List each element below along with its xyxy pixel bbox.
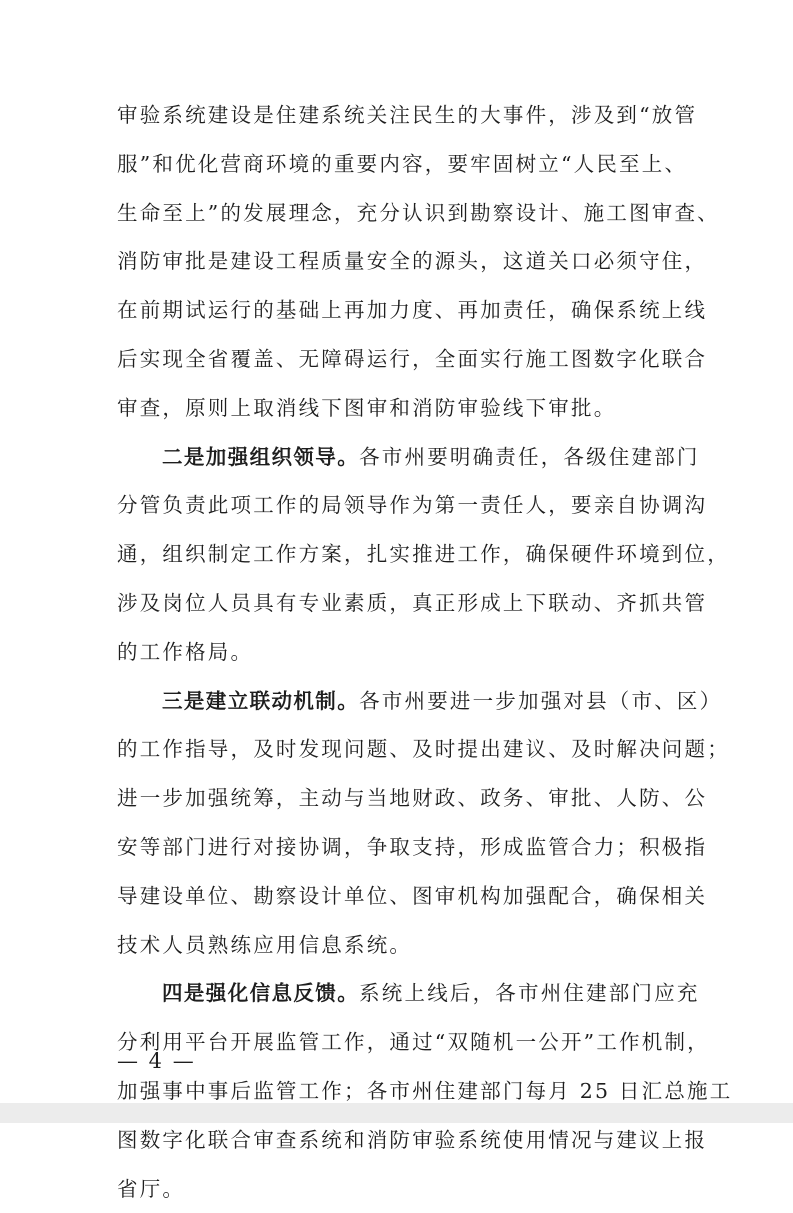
line-text: 省厅。 — [117, 1176, 186, 1201]
document-body — [117, 91, 733, 1213]
text-line — [117, 774, 708, 823]
paragraph-heading: 二是加强组织领导。 — [162, 444, 360, 469]
paragraph — [117, 677, 730, 970]
line-text: 导建设单位、勘察设计单位、图审机构加强配合，确保相关 — [117, 883, 708, 908]
text-line — [117, 969, 700, 1018]
line-text: 技术人员熟练应用信息系统。 — [117, 932, 413, 957]
line-text: 生命至上”的发展理念，充分认识到勘察设计、施工图审查、 — [117, 200, 720, 225]
text-line — [117, 286, 708, 335]
line-text: 在前期试运行的基础上再加力度、再加责任，确保系统上线 — [117, 298, 708, 323]
text-line — [117, 628, 677, 677]
line-text: 分管负责此项工作的局领导作为第一责任人，要亲自协调沟 — [117, 493, 708, 518]
line-text: 各市州要明确责任，各级住建部门 — [359, 444, 700, 469]
paragraph — [117, 969, 733, 1213]
text-line — [117, 725, 730, 774]
text-line — [117, 1165, 677, 1213]
text-line — [117, 1018, 710, 1067]
line-text: 分利用平台开展监管工作，通过“双随机一公开”工作机制， — [117, 1030, 710, 1055]
text-line — [117, 140, 688, 189]
text-line — [117, 579, 708, 628]
text-line — [117, 481, 708, 530]
text-line — [117, 335, 708, 384]
line-text: 加强事中事后监管工作；各市州住建部门每月 25 日汇总施工 — [117, 1078, 733, 1103]
text-line — [117, 823, 708, 872]
text-line — [117, 384, 677, 433]
text-line — [117, 677, 723, 726]
line-text: 安等部门进行对接协调，争取支持，形成监管合力；积极指 — [117, 834, 708, 859]
paragraph — [117, 91, 720, 433]
line-text: 审查，原则上取消线下图审和消防审验线下审批。 — [117, 395, 617, 420]
paragraph — [117, 433, 730, 677]
line-text: 的工作指导，及时发现问题、及时提出建议、及时解决问题； — [117, 737, 730, 762]
text-line — [117, 189, 720, 238]
text-line — [117, 872, 708, 921]
line-text: 服”和优化营商环境的重要内容，要牢固树立“人民至上、 — [117, 151, 688, 176]
text-line — [117, 1116, 708, 1165]
page-number: — 4 — — [117, 1049, 196, 1073]
text-line — [117, 91, 698, 140]
line-text: 消防审批是建设工程质量安全的源头，这道关口必须守住， — [117, 249, 708, 274]
line-text: 后实现全省覆盖、无障碍运行，全面实行施工图数字化联合 — [117, 346, 708, 371]
line-text: 涉及岗位人员具有专业素质，真正形成上下联动、齐抓共管 — [117, 590, 708, 615]
line-text: 进一步加强统筹，主动与当地财政、政务、审批、人防、公 — [117, 786, 708, 811]
line-text: 的工作格局。 — [117, 639, 254, 664]
paragraph-heading: 三是建立联动机制。 — [162, 688, 360, 713]
paragraph-heading: 四是强化信息反馈。 — [162, 981, 360, 1006]
line-text: 图数字化联合审查系统和消防审验系统使用情况与建议上报 — [117, 1127, 708, 1152]
line-text: 审验系统建设是住建系统关注民生的大事件，涉及到“放管 — [117, 103, 698, 127]
line-text: 通，组织制定工作方案，扎实推进工作，确保硬件环境到位， — [117, 542, 730, 567]
line-text: 系统上线后，各市州住建部门应充 — [359, 981, 700, 1006]
text-line — [117, 237, 708, 286]
line-text: 各市州要进一步加强对县（市、区） — [359, 688, 723, 713]
scan-edge — [0, 1103, 793, 1123]
text-line — [117, 530, 730, 579]
text-line — [117, 433, 700, 482]
text-line — [117, 921, 677, 970]
